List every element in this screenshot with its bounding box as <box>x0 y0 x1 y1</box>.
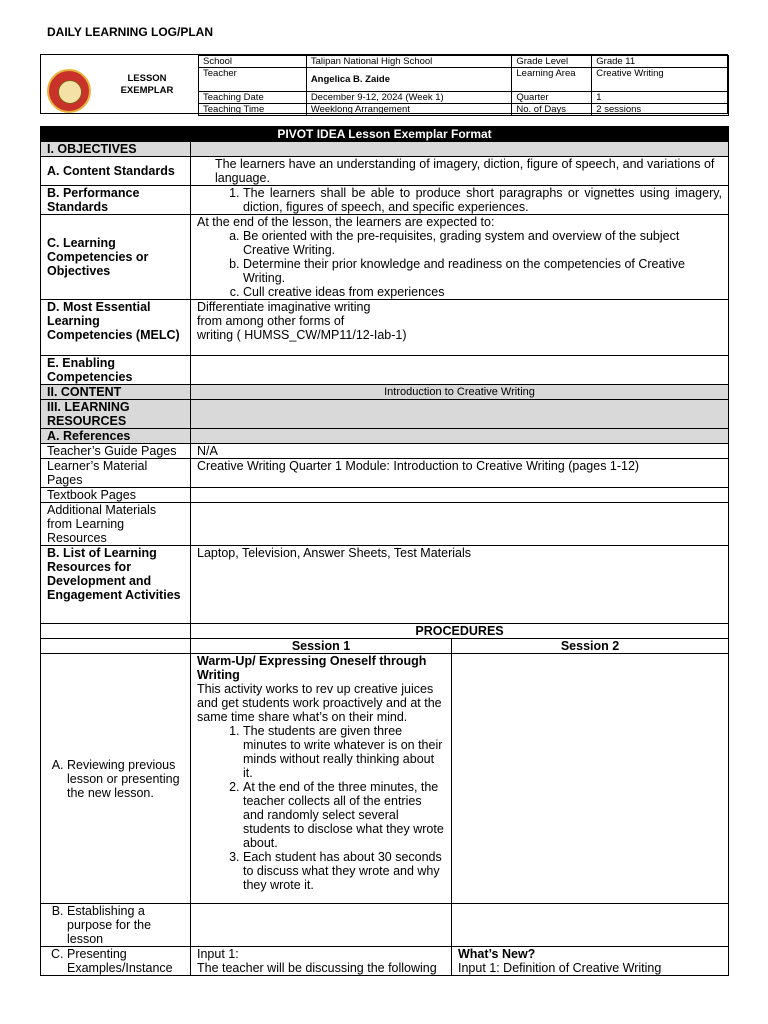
session-header-blank <box>41 639 191 654</box>
whats-new-title: What’s New? <box>458 947 536 961</box>
document-title: DAILY LEARNING LOG/PLAN <box>47 25 214 39</box>
header-value: 1 <box>592 92 729 104</box>
lesson-exemplar-label: LESSON EXEMPLAR <box>120 73 174 96</box>
whats-new-input: Input 1: Definition of Creative Writing <box>458 961 662 975</box>
list-of-resources-label <box>41 546 191 624</box>
procedure-a-session1 <box>191 654 452 904</box>
teachers-guide-label: Teacher’s Guide Pages <box>41 444 191 459</box>
procedure-b-text: B. Establishing a purpose for the lesson <box>67 904 184 946</box>
input1-text: The teacher will be discussing the following <box>197 961 437 975</box>
header-value-teacher: Angelica B. Zaide <box>306 68 512 92</box>
learners-material-label: Learner’s Material Pages <box>41 459 191 488</box>
learners-material-value: Creative Writing Quarter 1 Module: Introduction to Creative Writing (pages 1-12) <box>191 459 729 488</box>
header-value: December 9-12, 2024 (Week 1) <box>306 92 512 104</box>
references-fill <box>191 429 729 444</box>
melc-label: D. Most Essential Learning Competencies (MELC) <box>41 300 191 356</box>
header-key: Quarter <box>512 92 592 104</box>
procedure-c-label <box>41 947 191 976</box>
competency-item: c. Cull creative ideas from experiences <box>243 285 722 299</box>
enabling-competencies-value <box>191 356 729 385</box>
procedure-b-session1 <box>191 904 452 947</box>
warmup-step: 3. Each student has about 30 seconds to discuss what they wrote and why they wrote it. <box>243 850 445 892</box>
header-key: School <box>199 56 307 68</box>
session2-heading: Session 2 <box>452 639 729 654</box>
textbook-pages-value <box>191 488 729 503</box>
content-standards-label: A. Content Standards <box>41 157 191 186</box>
melc-line: Differentiate imaginative writing <box>197 300 371 314</box>
procedure-b-session2 <box>452 904 729 947</box>
procedure-c-session1 <box>191 947 452 976</box>
procedure-a-text: A. Reviewing previous lesson or presenting the new lesson. <box>67 758 184 800</box>
competency-item: b. Determine their prior knowledge and readiness on the competencies of Creative Writing. <box>243 257 722 285</box>
melc-value <box>191 300 729 356</box>
procedures-heading: PROCEDURES <box>191 624 729 639</box>
learning-resources-heading: III. LEARNING RESOURCES <box>41 400 191 429</box>
objectives-heading: I. OBJECTIVES <box>41 142 191 157</box>
header-key: Teaching Time <box>199 104 307 116</box>
content-standards-value: The learners have an understanding of imagery, diction, figure of speech, and variations of language. <box>191 157 729 186</box>
melc-line: writing ( HUMSS_CW/MP11/12-Iab-1) <box>197 328 407 342</box>
warmup-step: 2. At the end of the three minutes, the teacher collects all of the entries and randomly select several students to disclose what they wrote about. <box>243 780 445 850</box>
header-key: Teaching Date <box>199 92 307 104</box>
content-value: Introduction to Creative Writing <box>191 385 729 400</box>
school-seal-icon <box>47 69 91 113</box>
lesson-plan-table <box>40 126 729 976</box>
procedures-blank <box>41 624 191 639</box>
learning-resources-fill <box>191 400 729 429</box>
session1-heading: Session 1 <box>191 639 452 654</box>
references-heading: A. References <box>41 429 191 444</box>
performance-standards-value <box>191 186 729 215</box>
competencies-intro: At the end of the lesson, the learners are expected to: <box>197 215 495 229</box>
performance-standards-label: B. Performance Standards <box>41 186 191 215</box>
performance-item: 1. The learners shall be able to produce short paragraphs or vignettes using imagery, diction, figures of speech, and specific experiences. <box>243 186 722 214</box>
procedure-c-session2 <box>452 947 729 976</box>
procedure-b-label <box>41 904 191 947</box>
header-value: Weeklong Arrangement <box>306 104 512 116</box>
list-of-resources-text: B. List of Learning Resources for Development and Engagement Activities <box>47 546 181 602</box>
list-of-resources-value: Laptop, Television, Answer Sheets, Test Materials <box>191 546 729 624</box>
procedure-a-session2 <box>452 654 729 904</box>
learning-competencies-value <box>191 215 729 300</box>
header-key: Learning Area <box>512 68 592 92</box>
procedure-a-label <box>41 654 191 904</box>
header-value: Talipan National High School <box>306 56 512 68</box>
teachers-guide-value: N/A <box>191 444 729 459</box>
input1-label: Input 1: <box>197 947 239 961</box>
header-key: Teacher <box>199 68 307 92</box>
header-key: Grade Level <box>512 56 592 68</box>
content-heading: II. CONTENT <box>41 385 191 400</box>
header-value: 2 sessions <box>592 104 729 116</box>
warmup-title: Warm-Up/ Expressing Oneself through Writing <box>197 654 427 682</box>
warmup-step: 1. The students are given three minutes to write whatever is on their minds without really thinking about it. <box>243 724 445 780</box>
learning-competencies-label: C. Learning Competencies or Objectives <box>41 215 191 300</box>
format-title: PIVOT IDEA Lesson Exemplar Format <box>41 127 729 142</box>
header-key: No. of Days <box>512 104 592 116</box>
additional-materials-label: Additional Materials from Learning Resources <box>41 503 191 546</box>
enabling-competencies-label: E. Enabling Competencies <box>41 356 191 385</box>
header-block <box>40 54 728 114</box>
textbook-pages-label: Textbook Pages <box>41 488 191 503</box>
procedure-c-text: C. Presenting Examples/Instance <box>67 947 184 975</box>
objectives-heading-fill <box>191 142 729 157</box>
header-info-table <box>198 55 729 116</box>
additional-materials-value <box>191 503 729 546</box>
header-value: Grade 11 <box>592 56 729 68</box>
competency-item: a. Be oriented with the pre-requisites, grading system and overview of the subject Creative Writing. <box>243 229 722 257</box>
melc-line: from among other forms of <box>197 314 345 328</box>
warmup-intro: This activity works to rev up creative juices and get students work proactively and at the same time share what’s on their mind. <box>197 682 442 724</box>
header-value: Creative Writing <box>592 68 729 92</box>
